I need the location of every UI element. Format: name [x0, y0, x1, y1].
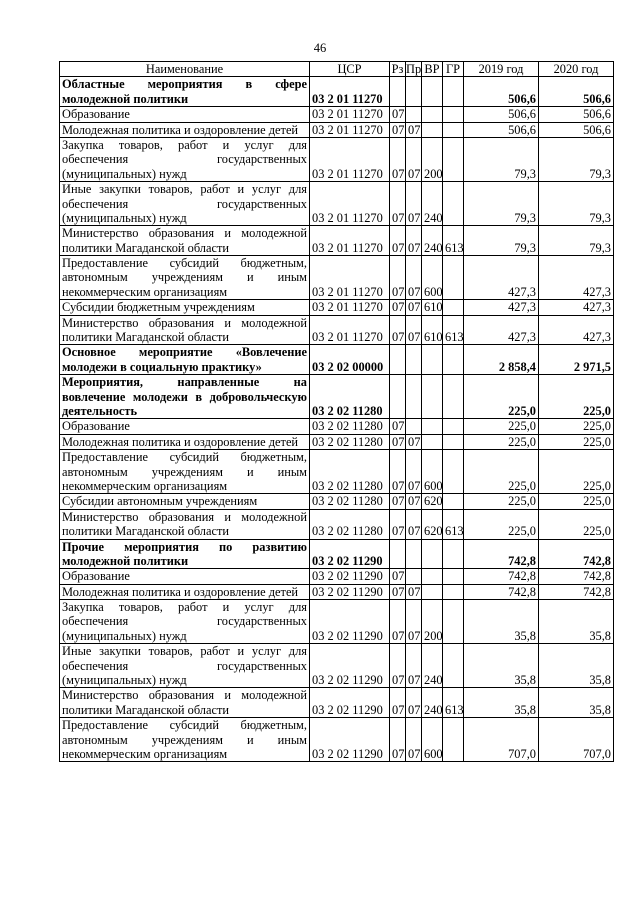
cell-rz	[390, 539, 406, 569]
cell-rz: 07	[390, 569, 406, 584]
cell-rz: 07	[390, 122, 406, 137]
col-header-gr: ГР	[443, 62, 464, 77]
cell-name: Закупка товаров, работ и услуг для обеспечения государственных (муниципальных) нужд	[60, 137, 310, 181]
cell-name: Предоставление субсидий бюджетным, автономным учреждениям и иным некоммерческим организациям	[60, 718, 310, 762]
cell-csr: 03 2 02 11290	[310, 569, 390, 584]
cell-name: Министерство образования и молодежной политики Магаданской области	[60, 315, 310, 345]
cell-vr	[422, 434, 443, 449]
cell-name: Образование	[60, 569, 310, 584]
cell-rz: 07	[390, 644, 406, 688]
cell-rz	[390, 345, 406, 375]
cell-gr: 613	[443, 226, 464, 256]
table-row	[60, 450, 614, 494]
cell-vr	[422, 419, 443, 434]
cell-name: Основное мероприятие «Вовлечение молодежи в социальную практику»	[60, 345, 310, 375]
table-row	[60, 315, 614, 345]
cell-pr	[406, 569, 422, 584]
cell-csr: 03 2 02 11280	[310, 375, 390, 419]
cell-pr	[406, 419, 422, 434]
cell-name: Министерство образования и молодежной политики Магаданской области	[60, 509, 310, 539]
cell-2020: 742,8	[539, 569, 614, 584]
cell-pr	[406, 539, 422, 569]
cell-gr	[443, 107, 464, 122]
cell-gr	[443, 569, 464, 584]
col-header-rz: Рз	[390, 62, 406, 77]
cell-rz: 07	[390, 182, 406, 226]
cell-rz	[390, 375, 406, 419]
cell-vr	[422, 539, 443, 569]
table-row	[60, 256, 614, 300]
cell-vr	[422, 122, 443, 137]
cell-pr: 07	[406, 137, 422, 181]
table-row	[60, 345, 614, 375]
cell-2019: 35,8	[464, 688, 539, 718]
cell-gr: 613	[443, 688, 464, 718]
cell-2020: 427,3	[539, 300, 614, 315]
cell-2019: 225,0	[464, 419, 539, 434]
cell-2019: 79,3	[464, 182, 539, 226]
cell-csr: 03 2 01 11270	[310, 77, 390, 107]
cell-gr	[443, 450, 464, 494]
table-row	[60, 122, 614, 137]
cell-gr	[443, 137, 464, 181]
cell-2020: 742,8	[539, 539, 614, 569]
table-row	[60, 77, 614, 107]
cell-vr: 620	[422, 494, 443, 509]
cell-pr: 07	[406, 644, 422, 688]
cell-gr	[443, 256, 464, 300]
cell-gr	[443, 539, 464, 569]
cell-vr: 240	[422, 226, 443, 256]
cell-2019: 225,0	[464, 509, 539, 539]
table-row	[60, 584, 614, 599]
cell-vr	[422, 584, 443, 599]
cell-2020: 225,0	[539, 509, 614, 539]
cell-pr	[406, 375, 422, 419]
cell-rz: 07	[390, 226, 406, 256]
cell-gr: 613	[443, 509, 464, 539]
cell-name: Министерство образования и молодежной политики Магаданской области	[60, 226, 310, 256]
cell-csr: 03 2 01 11270	[310, 315, 390, 345]
cell-rz: 07	[390, 300, 406, 315]
cell-csr: 03 2 02 11280	[310, 419, 390, 434]
cell-pr	[406, 345, 422, 375]
cell-2020: 225,0	[539, 434, 614, 449]
cell-2020: 225,0	[539, 450, 614, 494]
cell-pr: 07	[406, 122, 422, 137]
cell-2020: 225,0	[539, 375, 614, 419]
table-row	[60, 718, 614, 762]
cell-name: Закупка товаров, работ и услуг для обеспечения государственных (муниципальных) нужд	[60, 600, 310, 644]
cell-2020: 742,8	[539, 584, 614, 599]
cell-2019: 427,3	[464, 300, 539, 315]
cell-pr	[406, 107, 422, 122]
cell-rz: 07	[390, 600, 406, 644]
cell-name: Молодежная политика и оздоровление детей	[60, 584, 310, 599]
cell-2019: 707,0	[464, 718, 539, 762]
table-row	[60, 494, 614, 509]
cell-rz: 07	[390, 434, 406, 449]
cell-2020: 506,6	[539, 107, 614, 122]
cell-vr	[422, 345, 443, 375]
cell-vr: 610	[422, 315, 443, 345]
cell-name: Молодежная политика и оздоровление детей	[60, 122, 310, 137]
cell-vr: 600	[422, 450, 443, 494]
cell-vr: 240	[422, 688, 443, 718]
cell-name: Молодежная политика и оздоровление детей	[60, 434, 310, 449]
cell-2020: 79,3	[539, 182, 614, 226]
cell-2020: 707,0	[539, 718, 614, 762]
cell-csr: 03 2 02 00000	[310, 345, 390, 375]
cell-pr: 07	[406, 509, 422, 539]
table-row	[60, 419, 614, 434]
cell-2020: 2 971,5	[539, 345, 614, 375]
cell-vr: 200	[422, 137, 443, 181]
cell-rz: 07	[390, 584, 406, 599]
cell-rz	[390, 77, 406, 107]
cell-2019: 506,6	[464, 122, 539, 137]
table-header-row	[60, 62, 614, 77]
cell-2020: 79,3	[539, 137, 614, 181]
cell-vr: 620	[422, 509, 443, 539]
table-row	[60, 226, 614, 256]
cell-gr	[443, 584, 464, 599]
cell-name: Субсидии бюджетным учреждениям	[60, 300, 310, 315]
cell-gr	[443, 375, 464, 419]
cell-name: Прочие мероприятия по развитию молодежной политики	[60, 539, 310, 569]
cell-gr	[443, 718, 464, 762]
cell-rz: 07	[390, 315, 406, 345]
cell-pr: 07	[406, 688, 422, 718]
col-header-2019: 2019 год	[464, 62, 539, 77]
cell-gr	[443, 122, 464, 137]
cell-2020: 506,6	[539, 122, 614, 137]
cell-2019: 225,0	[464, 450, 539, 494]
cell-csr: 03 2 02 11290	[310, 718, 390, 762]
cell-pr: 07	[406, 300, 422, 315]
table-row	[60, 539, 614, 569]
cell-pr: 07	[406, 182, 422, 226]
cell-name: Субсидии автономным учреждениям	[60, 494, 310, 509]
cell-2020: 35,8	[539, 644, 614, 688]
cell-csr: 03 2 02 11290	[310, 600, 390, 644]
cell-2019: 79,3	[464, 137, 539, 181]
table-row	[60, 137, 614, 181]
cell-csr: 03 2 01 11270	[310, 122, 390, 137]
cell-csr: 03 2 01 11270	[310, 182, 390, 226]
table-row	[60, 182, 614, 226]
cell-name: Областные мероприятия в сфере молодежной политики	[60, 77, 310, 107]
cell-2019: 427,3	[464, 256, 539, 300]
cell-gr	[443, 494, 464, 509]
cell-name: Мероприятия, направленные на вовлечение молодежи в добровольческую деятельность	[60, 375, 310, 419]
cell-csr: 03 2 01 11270	[310, 107, 390, 122]
budget-table	[59, 61, 614, 762]
table-row	[60, 107, 614, 122]
col-header-csr: ЦСР	[310, 62, 390, 77]
table-row	[60, 600, 614, 644]
cell-2019: 427,3	[464, 315, 539, 345]
cell-2020: 35,8	[539, 688, 614, 718]
cell-name: Иные закупки товаров, работ и услуг для обеспечения государственных (муниципальных) нужд	[60, 644, 310, 688]
cell-vr	[422, 77, 443, 107]
cell-pr: 07	[406, 226, 422, 256]
cell-csr: 03 2 01 11270	[310, 300, 390, 315]
cell-gr: 613	[443, 315, 464, 345]
cell-rz: 07	[390, 419, 406, 434]
cell-gr	[443, 345, 464, 375]
cell-vr	[422, 569, 443, 584]
cell-pr: 07	[406, 494, 422, 509]
cell-csr: 03 2 01 11270	[310, 226, 390, 256]
cell-2019: 225,0	[464, 375, 539, 419]
page-number: 46	[313, 41, 327, 55]
table-row	[60, 509, 614, 539]
cell-pr	[406, 77, 422, 107]
cell-rz: 07	[390, 688, 406, 718]
cell-rz: 07	[390, 450, 406, 494]
cell-name: Образование	[60, 107, 310, 122]
cell-2019: 35,8	[464, 600, 539, 644]
cell-vr: 610	[422, 300, 443, 315]
cell-rz: 07	[390, 494, 406, 509]
cell-rz: 07	[390, 509, 406, 539]
cell-pr: 07	[406, 584, 422, 599]
cell-2020: 506,6	[539, 77, 614, 107]
cell-vr: 200	[422, 600, 443, 644]
cell-csr: 03 2 02 11280	[310, 450, 390, 494]
cell-gr	[443, 182, 464, 226]
cell-pr: 07	[406, 315, 422, 345]
cell-vr	[422, 375, 443, 419]
cell-csr: 03 2 02 11290	[310, 539, 390, 569]
cell-2019: 742,8	[464, 584, 539, 599]
cell-name: Министерство образования и молодежной политики Магаданской области	[60, 688, 310, 718]
cell-2019: 35,8	[464, 644, 539, 688]
cell-csr: 03 2 02 11280	[310, 434, 390, 449]
cell-csr: 03 2 02 11290	[310, 644, 390, 688]
table-row	[60, 644, 614, 688]
cell-vr: 600	[422, 256, 443, 300]
cell-2019: 742,8	[464, 539, 539, 569]
cell-vr	[422, 107, 443, 122]
cell-pr: 07	[406, 256, 422, 300]
cell-gr	[443, 434, 464, 449]
cell-rz: 07	[390, 107, 406, 122]
cell-2019: 225,0	[464, 494, 539, 509]
cell-2020: 79,3	[539, 226, 614, 256]
cell-csr: 03 2 02 11290	[310, 584, 390, 599]
table-row	[60, 688, 614, 718]
cell-2019: 506,6	[464, 107, 539, 122]
col-header-vr: ВР	[422, 62, 443, 77]
table-row	[60, 300, 614, 315]
cell-name: Иные закупки товаров, работ и услуг для обеспечения государственных (муниципальных) нужд	[60, 182, 310, 226]
cell-2020: 427,3	[539, 256, 614, 300]
table-row	[60, 434, 614, 449]
cell-vr: 240	[422, 644, 443, 688]
cell-rz: 07	[390, 718, 406, 762]
cell-2020: 225,0	[539, 419, 614, 434]
cell-csr: 03 2 02 11290	[310, 688, 390, 718]
cell-gr	[443, 419, 464, 434]
cell-gr	[443, 77, 464, 107]
col-header-name: Наименование	[60, 62, 310, 77]
cell-pr: 07	[406, 450, 422, 494]
col-header-2020: 2020 год	[539, 62, 614, 77]
cell-pr: 07	[406, 434, 422, 449]
cell-2020: 35,8	[539, 600, 614, 644]
cell-2019: 225,0	[464, 434, 539, 449]
col-header-pr: Пр	[406, 62, 422, 76]
table-row	[60, 375, 614, 419]
cell-csr: 03 2 01 11270	[310, 137, 390, 181]
cell-gr	[443, 600, 464, 644]
cell-vr: 240	[422, 182, 443, 226]
cell-name: Образование	[60, 419, 310, 434]
cell-csr: 03 2 01 11270	[310, 256, 390, 300]
cell-2019: 742,8	[464, 569, 539, 584]
cell-name: Предоставление субсидий бюджетным, автономным учреждениям и иным некоммерческим организациям	[60, 256, 310, 300]
cell-2020: 427,3	[539, 315, 614, 345]
cell-pr: 07	[406, 718, 422, 762]
cell-name: Предоставление субсидий бюджетным, автономным учреждениям и иным некоммерческим организациям	[60, 450, 310, 494]
cell-2019: 2 858,4	[464, 345, 539, 375]
cell-2020: 225,0	[539, 494, 614, 509]
cell-2019: 506,6	[464, 77, 539, 107]
cell-rz: 07	[390, 256, 406, 300]
cell-vr: 600	[422, 718, 443, 762]
table-row	[60, 569, 614, 584]
cell-csr: 03 2 02 11280	[310, 494, 390, 509]
cell-pr: 07	[406, 600, 422, 644]
cell-2019: 79,3	[464, 226, 539, 256]
cell-rz: 07	[390, 137, 406, 181]
table-body	[60, 77, 614, 762]
cell-gr	[443, 300, 464, 315]
cell-gr	[443, 644, 464, 688]
cell-csr: 03 2 02 11280	[310, 509, 390, 539]
